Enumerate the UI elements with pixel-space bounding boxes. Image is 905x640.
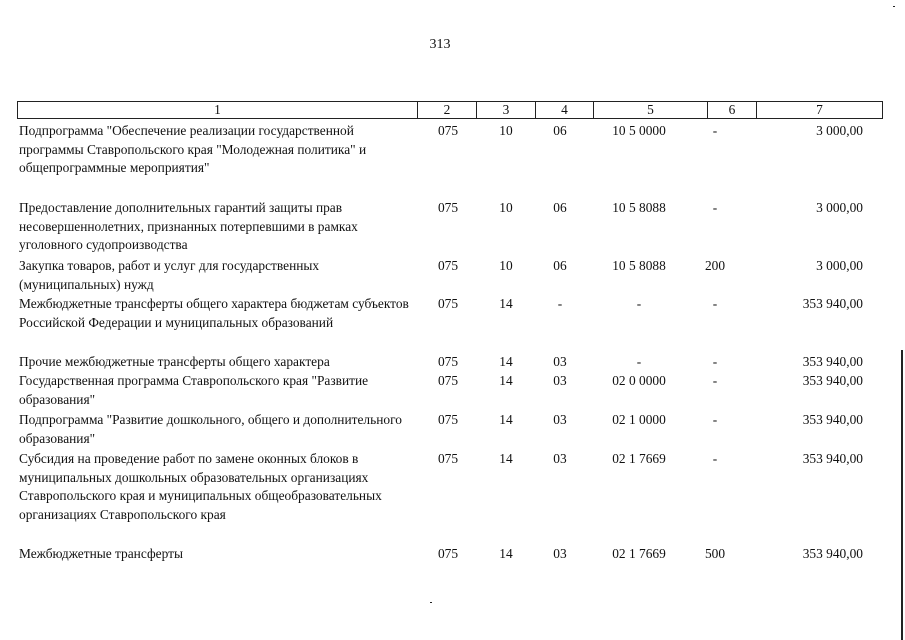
- header-col-7: 7: [816, 102, 823, 117]
- row-col-4: 03: [553, 354, 567, 369]
- row-col-7: 353 940,00: [802, 296, 863, 311]
- row-col-2: 075: [437, 123, 459, 138]
- row-col-5: 02 1 7669: [612, 546, 666, 561]
- row-col-6: -: [712, 373, 718, 388]
- row-col-6: -: [712, 123, 718, 138]
- row-col-3: 10: [499, 200, 513, 215]
- row-col-6: -: [712, 296, 718, 311]
- row-col-2: 075: [437, 373, 459, 388]
- row-col-7: 353 940,00: [802, 373, 863, 388]
- row-col-5: 10 5 0000: [612, 123, 666, 138]
- row-col-3: 14: [499, 354, 513, 369]
- header-col-5: 5: [594, 102, 708, 118]
- row-col-5: -: [636, 296, 642, 311]
- row-col-7: 353 940,00: [802, 451, 863, 466]
- row-name: Субсидия на проведение работ по замене оконных блоков в муниципальных дошкольных образовательных организациях Ставропольского края и муниципальных общеобразовательных организациях Ставропольского края: [19, 451, 382, 522]
- row-col-6: -: [712, 412, 718, 427]
- row-col-3: 14: [499, 546, 513, 561]
- row-name: Закупка товаров, работ и услуг для государственных (муниципальных) нужд: [19, 258, 320, 292]
- table-header-row: [17, 101, 883, 119]
- row-col-2: 075: [437, 412, 459, 427]
- row-name: Межбюджетные трансферты: [19, 546, 183, 561]
- scan-edge-line: [901, 350, 903, 640]
- row-name: Подпрограмма "Обеспечение реализации государственной программы Ставропольского края "Молодежная политика" и общепрограммные мероприятия": [19, 123, 367, 176]
- row-name: Предоставление дополнительных гарантий защиты прав несовершеннолетних, признанных потерпевшими в рамках уголовного судопроизводства: [19, 200, 358, 253]
- row-col-5: 10 5 8088: [612, 258, 666, 273]
- row-col-5: 02 1 0000: [612, 412, 666, 427]
- header-col-1: 1: [18, 102, 418, 118]
- header-col-4: 4: [536, 102, 594, 118]
- row-name: Подпрограмма "Развитие дошкольного, общего и дополнительного образования": [19, 412, 402, 446]
- row-col-2: 075: [437, 451, 459, 466]
- row-col-7: 3 000,00: [816, 200, 863, 215]
- header-col-2: 2: [418, 102, 477, 118]
- row-col-3: 10: [499, 123, 513, 138]
- row-col-2: 075: [437, 354, 459, 369]
- header-col-6: 6: [708, 102, 757, 118]
- row-col-4: 03: [553, 546, 567, 561]
- row-col-5: 10 5 8088: [612, 200, 666, 215]
- row-col-2: 075: [437, 546, 459, 561]
- row-col-3: 14: [499, 296, 513, 311]
- scan-speck: [430, 602, 432, 603]
- row-name: Государственная программа Ставропольского края "Развитие образования": [19, 373, 369, 407]
- row-col-3: 14: [499, 451, 513, 466]
- row-col-3: 14: [499, 373, 513, 388]
- row-col-6: -: [712, 200, 718, 215]
- row-col-7: 353 940,00: [802, 412, 863, 427]
- row-col-4: 03: [553, 451, 567, 466]
- row-col-4: 06: [553, 258, 567, 273]
- row-col-6: 500: [704, 546, 726, 561]
- row-col-4: -: [557, 296, 563, 311]
- row-col-2: 075: [437, 296, 459, 311]
- row-col-7: 353 940,00: [802, 546, 863, 561]
- row-col-4: 03: [553, 412, 567, 427]
- row-col-4: 03: [553, 373, 567, 388]
- row-col-7: 3 000,00: [816, 258, 863, 273]
- row-col-3: 10: [499, 258, 513, 273]
- row-col-5: 02 1 7669: [612, 451, 666, 466]
- row-name: Прочие межбюджетные трансферты общего характера: [19, 354, 330, 369]
- row-col-6: -: [712, 451, 718, 466]
- row-col-7: 353 940,00: [802, 354, 863, 369]
- header-col-3: 3: [477, 102, 536, 118]
- row-col-6: -: [712, 354, 718, 369]
- row-col-6: 200: [704, 258, 726, 273]
- row-col-7: 3 000,00: [816, 123, 863, 138]
- row-col-5: -: [636, 354, 642, 369]
- page-number: 313: [429, 37, 451, 52]
- row-col-2: 075: [437, 200, 459, 215]
- scan-speck: [893, 6, 895, 7]
- row-col-2: 075: [437, 258, 459, 273]
- row-col-4: 06: [553, 123, 567, 138]
- row-col-5: 02 0 0000: [612, 373, 666, 388]
- row-name: Межбюджетные трансферты общего характера бюджетам субъектов Российской Федерации и муниципальных образований: [19, 296, 409, 330]
- row-col-3: 14: [499, 412, 513, 427]
- row-col-4: 06: [553, 200, 567, 215]
